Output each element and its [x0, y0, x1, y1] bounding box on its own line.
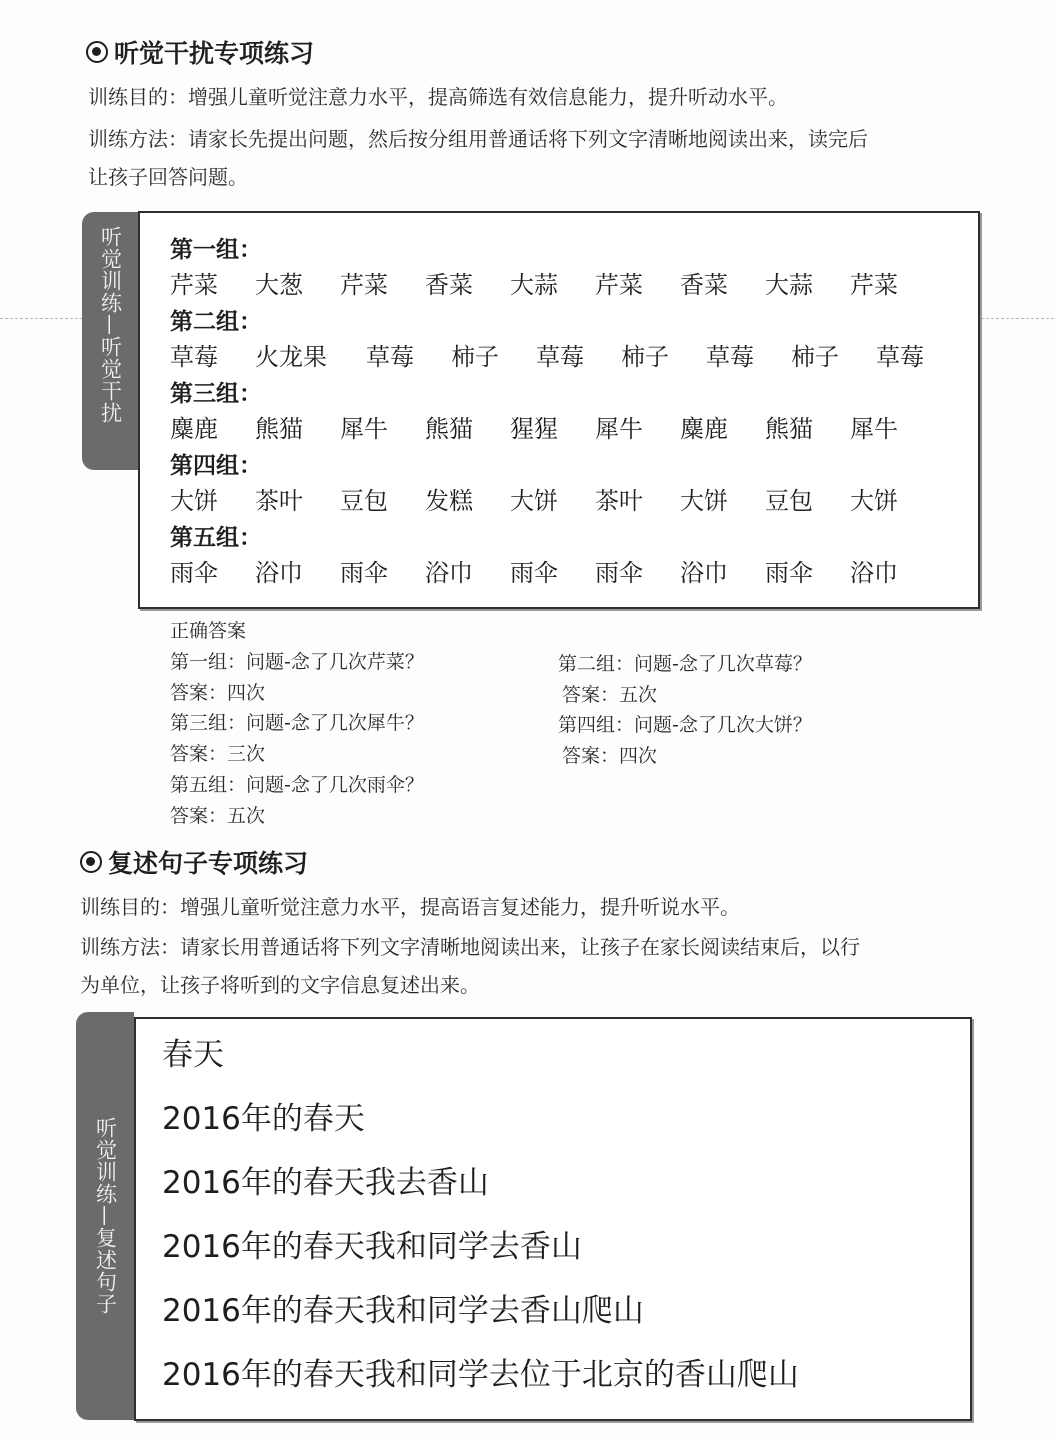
word: 茶叶	[595, 487, 643, 515]
answer-4-question: 第四组：问题-念了几次大饼？	[558, 714, 812, 736]
word: 犀牛	[595, 415, 643, 443]
word: 大饼	[680, 487, 728, 515]
section1-method-line2: 让孩子回答问题。	[88, 165, 248, 189]
word: 柿子	[621, 343, 669, 371]
group-3-label: 第三组：	[170, 381, 262, 407]
word: 犀牛	[850, 415, 898, 443]
word: 麋鹿	[170, 415, 218, 443]
word: 香菜	[680, 271, 728, 299]
word: 柿子	[791, 343, 839, 371]
sentence-2: 2016年的春天	[162, 1101, 365, 1137]
word: 雨伞	[340, 559, 388, 587]
section1-tab-label: 听觉训练—听觉干扰	[98, 226, 123, 424]
word: 麋鹿	[680, 415, 728, 443]
word: 大饼	[510, 487, 558, 515]
answer-1-question: 第一组：问题-念了几次芹菜？	[170, 651, 424, 673]
word: 大饼	[850, 487, 898, 515]
sentence-6: 2016年的春天我和同学去位于北京的香山爬山	[162, 1357, 799, 1393]
answers-block	[170, 616, 890, 831]
word: 香菜	[425, 271, 473, 299]
word: 茶叶	[255, 487, 303, 515]
word: 芹菜	[595, 271, 643, 299]
word: 浴巾	[255, 559, 303, 587]
word: 柿子	[451, 343, 499, 371]
word: 大蒜	[510, 271, 558, 299]
word: 发糕	[425, 487, 473, 515]
section2-method-line1: 训练方法：请家长用普通话将下列文字清晰地阅读出来，让孩子在家长阅读结束后，以行	[80, 935, 860, 959]
word: 猩猩	[510, 415, 558, 443]
word: 雨伞	[595, 559, 643, 587]
answer-5-question: 第五组：问题-念了几次雨伞？	[170, 774, 424, 796]
word: 芹菜	[170, 271, 218, 299]
sentence-3: 2016年的春天我去香山	[162, 1165, 489, 1201]
word: 草莓	[170, 343, 218, 371]
target-bullet-icon	[86, 41, 108, 63]
section2-tab-label: 听觉训练—复述句子	[93, 1117, 118, 1315]
group-5-label: 第五组：	[170, 525, 262, 551]
answer-5-answer: 答案：五次	[170, 805, 266, 827]
word: 大蒜	[765, 271, 813, 299]
section1-purpose: 训练目的：增强儿童听觉注意力水平，提高筛选有效信息能力，提升听动水平。	[88, 85, 788, 109]
word: 豆包	[340, 487, 388, 515]
answers-heading: 正确答案	[170, 620, 247, 642]
word: 豆包	[765, 487, 813, 515]
word: 犀牛	[340, 415, 388, 443]
section2-purpose: 训练目的：增强儿童听觉注意力水平，提高语言复述能力，提升听说水平。	[80, 895, 740, 919]
section2-heading	[80, 844, 308, 880]
word: 浴巾	[850, 559, 898, 587]
section1-title: 听觉干扰专项练习	[114, 39, 315, 68]
word: 火龙果	[255, 343, 327, 371]
word: 草莓	[536, 343, 584, 371]
sentence-4: 2016年的春天我和同学去香山	[162, 1229, 582, 1265]
answer-2-answer: 答案：五次	[562, 684, 658, 706]
word: 熊猫	[765, 415, 813, 443]
word: 浴巾	[680, 559, 728, 587]
answer-2-question: 第二组：问题-念了几次草莓？	[558, 653, 812, 675]
word: 熊猫	[425, 415, 473, 443]
word: 草莓	[366, 343, 414, 371]
word: 大葱	[255, 271, 303, 299]
section1-heading	[86, 34, 314, 70]
word: 芹菜	[850, 271, 898, 299]
word: 雨伞	[510, 559, 558, 587]
group-4-label: 第四组：	[170, 453, 262, 479]
word: 雨伞	[765, 559, 813, 587]
sentence-1: 春天	[162, 1037, 224, 1073]
answer-3-question: 第三组：问题-念了几次犀牛？	[170, 712, 424, 734]
word: 芹菜	[340, 271, 388, 299]
section2-side-tab	[76, 1012, 134, 1420]
word: 大饼	[170, 487, 218, 515]
section2-title: 复述句子专项练习	[108, 849, 309, 878]
section2-method-line2: 为单位，让孩子将听到的文字信息复述出来。	[80, 973, 480, 997]
word: 熊猫	[255, 415, 303, 443]
word: 草莓	[706, 343, 754, 371]
section1-method-line1: 训练方法：请家长先提出问题，然后按分组用普通话将下列文字清晰地阅读出来，读完后	[88, 127, 868, 151]
target-bullet-icon	[80, 851, 102, 873]
group-1-label: 第一组：	[170, 237, 262, 263]
sentence-5: 2016年的春天我和同学去香山爬山	[162, 1293, 644, 1329]
sentences-box	[134, 1017, 972, 1421]
answer-3-answer: 答案：三次	[170, 743, 266, 765]
word-groups-box	[138, 211, 980, 609]
word: 浴巾	[425, 559, 473, 587]
group-2-label: 第二组：	[170, 309, 262, 335]
word: 雨伞	[170, 559, 218, 587]
word: 草莓	[876, 343, 924, 371]
answer-4-answer: 答案：四次	[562, 745, 658, 767]
section1-side-tab	[82, 212, 138, 470]
answer-1-answer: 答案：四次	[170, 682, 266, 704]
